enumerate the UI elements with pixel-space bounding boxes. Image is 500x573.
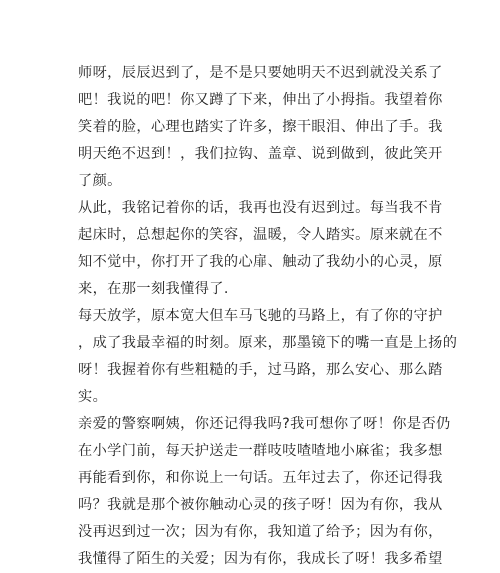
text-line: 没再迟到过一次；因为有你，我知道了给予；因为有你，	[78, 524, 443, 540]
text-line: 知不觉中，你打开了我的心扉、触动了我幼小的心灵，原	[78, 254, 443, 270]
text-line: 亲爱的警察啊姨，你还记得我吗?我可想你了呀！你是否仍	[78, 416, 451, 432]
text-line: 吗？我就是那个被你触动心灵的孩子呀！因为有你，我从	[78, 497, 443, 513]
text-line: 师呀，辰辰迟到了，是不是只要她明天不迟到就没关系了	[78, 65, 443, 81]
text-line: 再能看到你，和你说上一句话。五年过去了，你还记得我	[78, 470, 443, 486]
text-line: 我懂得了陌生的关爱；因为有你，我成长了呀！我多希望	[78, 551, 443, 567]
text-line: 明天绝不迟到！，我们拉钩、盖章、说到做到，彼此笑开	[78, 146, 443, 162]
text-line: 从此，我铭记着你的话，我再也没有迟到过。每当我不肯	[78, 200, 443, 216]
text-line: 每天放学，原本宽大但车马飞驰的马路上，有了你的守护	[78, 308, 443, 324]
text-line: 实。	[78, 389, 108, 405]
text-line: 吧！我说的吧！你又蹲了下来，伸出了小拇指。我望着你	[78, 92, 443, 108]
text-line: 呀！我握着你有些粗糙的手，过马路，那么安心、那么踏	[78, 362, 443, 378]
text-line: 起床时，总想起你的笑容，温暖，令人踏实。原来就在不	[78, 227, 443, 243]
text-line: 来，在那一刻我懂得了.	[78, 281, 229, 297]
text-line: ，成了我最幸福的时刻。原来，那墨镜下的嘴一直是上扬的	[78, 335, 458, 351]
text-line: 了颜。	[78, 173, 122, 189]
body-text	[78, 60, 458, 573]
text-line: 在小学门前，每天护送走一群吱吱喳喳地小麻雀；我多想	[78, 443, 443, 459]
text-line: 笑着的脸，心理也踏实了许多，擦干眼泪、伸出了手。我	[78, 119, 443, 135]
